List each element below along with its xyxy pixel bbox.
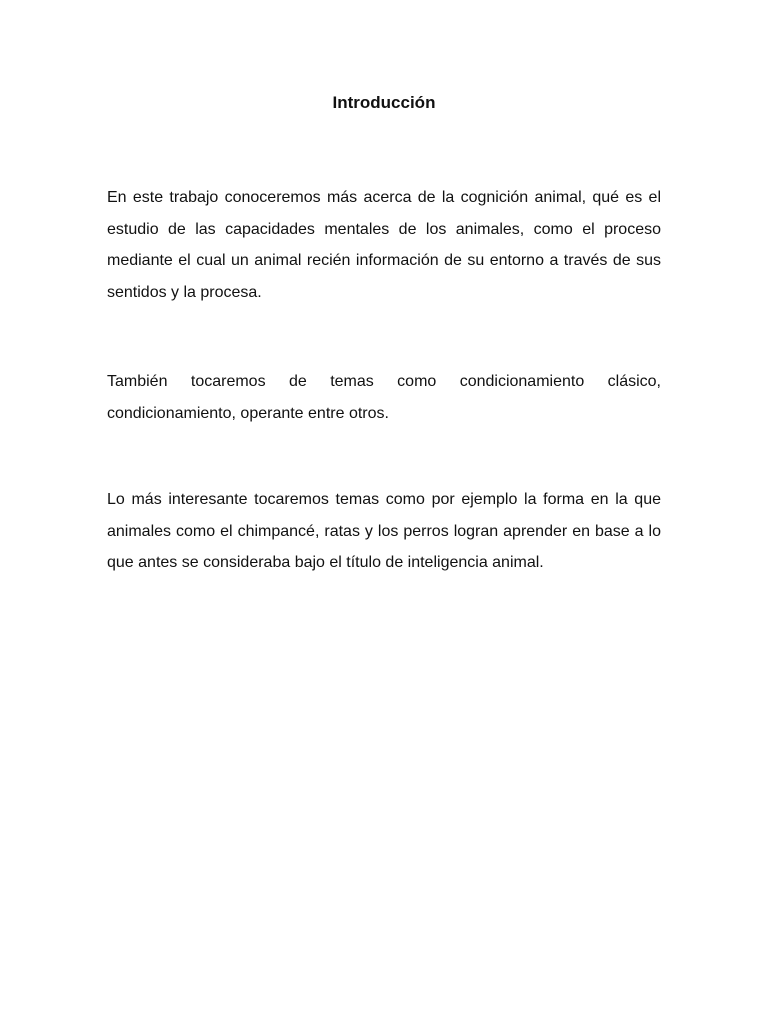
page-title: Introducción xyxy=(332,93,436,112)
paragraph-interest: Lo más interesante tocaremos temas como por ejemplo la forma en la que animales como el chimpancé, ratas y los perros logran aprender en base a lo que antes se consideraba bajo el título de inteligencia animal. xyxy=(107,491,661,571)
paragraph-topics: También tocaremos de temas como condicionamiento clásico, condicionamiento, operante entre otros. xyxy=(107,373,661,422)
paragraph-intro: En este trabajo conoceremos más acerca de la cognición animal, qué es el estudio de las capacidades mentales de los animales, como el proceso mediante el cual un animal recién información de su entorno a través de sus sentidos y la procesa. xyxy=(107,189,661,301)
